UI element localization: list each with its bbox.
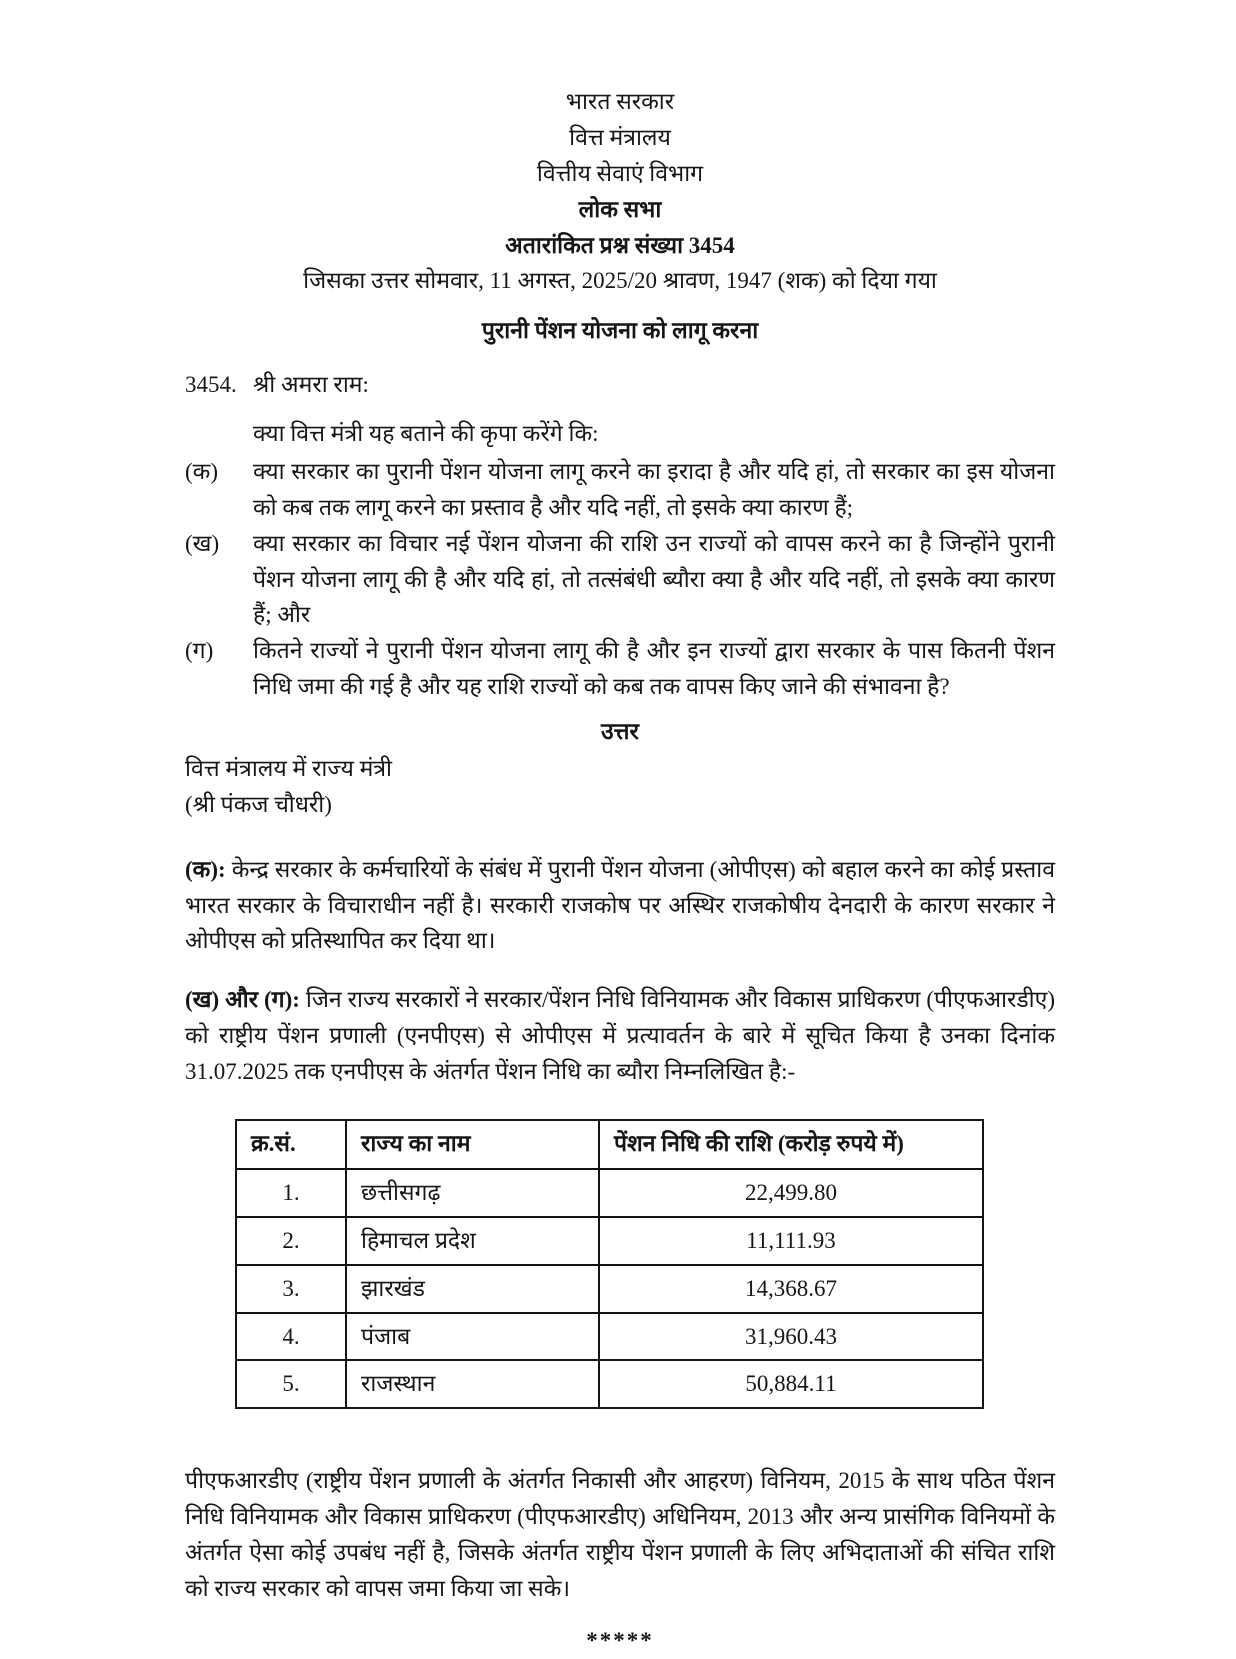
question-section xyxy=(185,367,1055,705)
row-2-state: हिमाचल प्रदेश xyxy=(346,1217,599,1265)
header-answer-date: जिसका उत्तर सोमवार, 11 अगस्त, 2025/20 श्रावण, 1947 (शक) को दिया गया xyxy=(303,268,937,294)
answer-part-bc-text: जिन राज्य सरकारों ने सरकार/पेंशन निधि विनियामक और विकास प्राधिकरण (पीएफआरडीए) को राष्ट्रीय पेंशन प्रणाली (एनपीएस) से ओपीएस में प्रत्यावर्तन के बारे में सूचित किया है उनका दिनांक 31.07.2025 तक एनपीएस के अंतर्गत पेंशन निधि का ब्यौरा निम्नलिखित है:- xyxy=(185,987,1056,1084)
question-part-b xyxy=(185,526,1055,634)
question-asked-by: श्री अमरा राम: xyxy=(253,372,369,398)
table-row xyxy=(236,1217,983,1265)
row-1-amount: 22,499.80 xyxy=(599,1169,983,1217)
row-2-amount: 11,111.93 xyxy=(599,1217,983,1265)
row-1-serial: 1. xyxy=(236,1169,346,1217)
answer-part-a-text: केन्द्र सरकार के कर्मचारियों के संबंध में पुरानी पेंशन योजना (ओपीएस) को बहाल करने का कोई प्रस्ताव भारत सरकार के विचाराधीन नहीं है। सरकारी राजकोष पर अस्थिर राजकोषीय देनदारी के कारण सरकार ने ओपीएस को प्रतिस्थापित कर दिया था। xyxy=(185,856,1055,954)
row-4-state: पंजाब xyxy=(346,1313,599,1361)
row-5-serial: 5. xyxy=(236,1360,346,1408)
table-header-state: राज्य का नाम xyxy=(346,1120,599,1169)
table-row xyxy=(236,1169,983,1217)
row-1-state: छत्तीसगढ़ xyxy=(346,1169,599,1217)
table-row xyxy=(236,1265,983,1313)
header-ministry: वित्त मंत्रालय xyxy=(569,124,671,150)
table-header-amount: पेंशन निधि की राशि (करोड़ रुपये में) xyxy=(599,1120,983,1169)
header-question-number: अतारांकित प्रश्न संख्या 3454 xyxy=(505,232,735,258)
answer-section xyxy=(185,714,1055,1659)
question-part-b-text: क्या सरकार का विचार नई पेंशन योजना की राशि उन राज्यों को वापस करने का है जिन्होंने पुरानी पेंशन योजना लागू की है और यदि हां, तो तत्संबंधी ब्यौरा क्या है और यदि नहीं, तो इसके क्या कारण हैं; और xyxy=(253,530,1055,628)
question-part-a-label: (क) xyxy=(185,458,218,484)
header-house: लोक सभा xyxy=(578,196,662,222)
table-row xyxy=(236,1313,983,1361)
end-mark: ***** xyxy=(586,1627,654,1653)
answer-part-bc xyxy=(185,982,1055,1090)
table-row xyxy=(236,1360,983,1408)
question-asked-by-row xyxy=(185,367,1055,403)
question-part-a xyxy=(185,454,1055,526)
minister-block xyxy=(185,751,1055,823)
minister-name: (श्री पंकज चौधरी) xyxy=(185,791,332,817)
answer-part-a xyxy=(185,852,1055,960)
question-part-a-text: क्या सरकार का पुरानी पेंशन योजना लागू करने का इरादा है और यदि हां, तो सरकार का इस योजना को कब तक लागू करने का प्रस्ताव है और यदि नहीं, तो इसके क्या कारण हैं; xyxy=(253,458,1055,520)
row-5-state: राजस्थान xyxy=(346,1360,599,1408)
question-part-c-text: कितने राज्यों ने पुरानी पेंशन योजना लागू की है और इन राज्यों द्वारा सरकार के पास कितनी पेंशन निधि जमा की गई है और यह राशि राज्यों को कब तक वापस किए जाने की संभावना है? xyxy=(253,638,1055,700)
question-part-c xyxy=(185,633,1055,705)
pension-fund-table xyxy=(235,1119,984,1409)
question-intro: क्या वित्त मंत्री यह बताने की कृपा करेंगे कि: xyxy=(253,421,599,446)
row-4-serial: 4. xyxy=(236,1313,346,1361)
header-department: वित्तीय सेवाएं विभाग xyxy=(536,160,704,186)
row-3-state: झारखंड xyxy=(346,1265,599,1313)
answer-part-a-label: (क): xyxy=(185,856,226,882)
row-2-serial: 2. xyxy=(236,1217,346,1265)
question-number: 3454. xyxy=(185,372,237,398)
row-3-amount: 14,368.67 xyxy=(599,1265,983,1313)
question-part-b-label: (ख) xyxy=(185,530,220,556)
table-header-serial: क्र.सं. xyxy=(236,1120,346,1169)
answer-part-bc-label: (ख) और (ग): xyxy=(185,987,300,1013)
row-4-amount: 31,960.43 xyxy=(599,1313,983,1361)
row-5-amount: 50,884.11 xyxy=(599,1360,983,1408)
table-header-row xyxy=(236,1120,983,1169)
row-3-serial: 3. xyxy=(236,1265,346,1313)
minister-title: वित्त मंत्रालय में राज्य मंत्री xyxy=(185,755,392,781)
header-government: भारत सरकार xyxy=(565,89,675,114)
question-part-c-label: (ग) xyxy=(185,638,214,664)
document-header xyxy=(185,84,1055,349)
answer-heading: उत्तर xyxy=(601,719,639,744)
answer-closing-paragraph: पीएफआरडीए (राष्ट्रीय पेंशन प्रणाली के अंतर्गत निकासी और आहरण) विनियम, 2015 के साथ पठित पेंशन निधि विनियामक और विकास प्राधिकरण (पीएफआरडीए) अधिनियम, 2013 और अन्य प्रासंगिक विनियमों के अंतर्गत ऐसा कोई उपबंध नहीं है, जिसके अंतर्गत राष्ट्रीय पेंशन प्रणाली के लिए अभिदाताओं की संचित राशि को राज्य सरकार को वापस जमा किया जा सके। xyxy=(185,1468,1055,1601)
document-subject-title: पुरानी पेंशन योजना को लागू करना xyxy=(481,318,759,344)
